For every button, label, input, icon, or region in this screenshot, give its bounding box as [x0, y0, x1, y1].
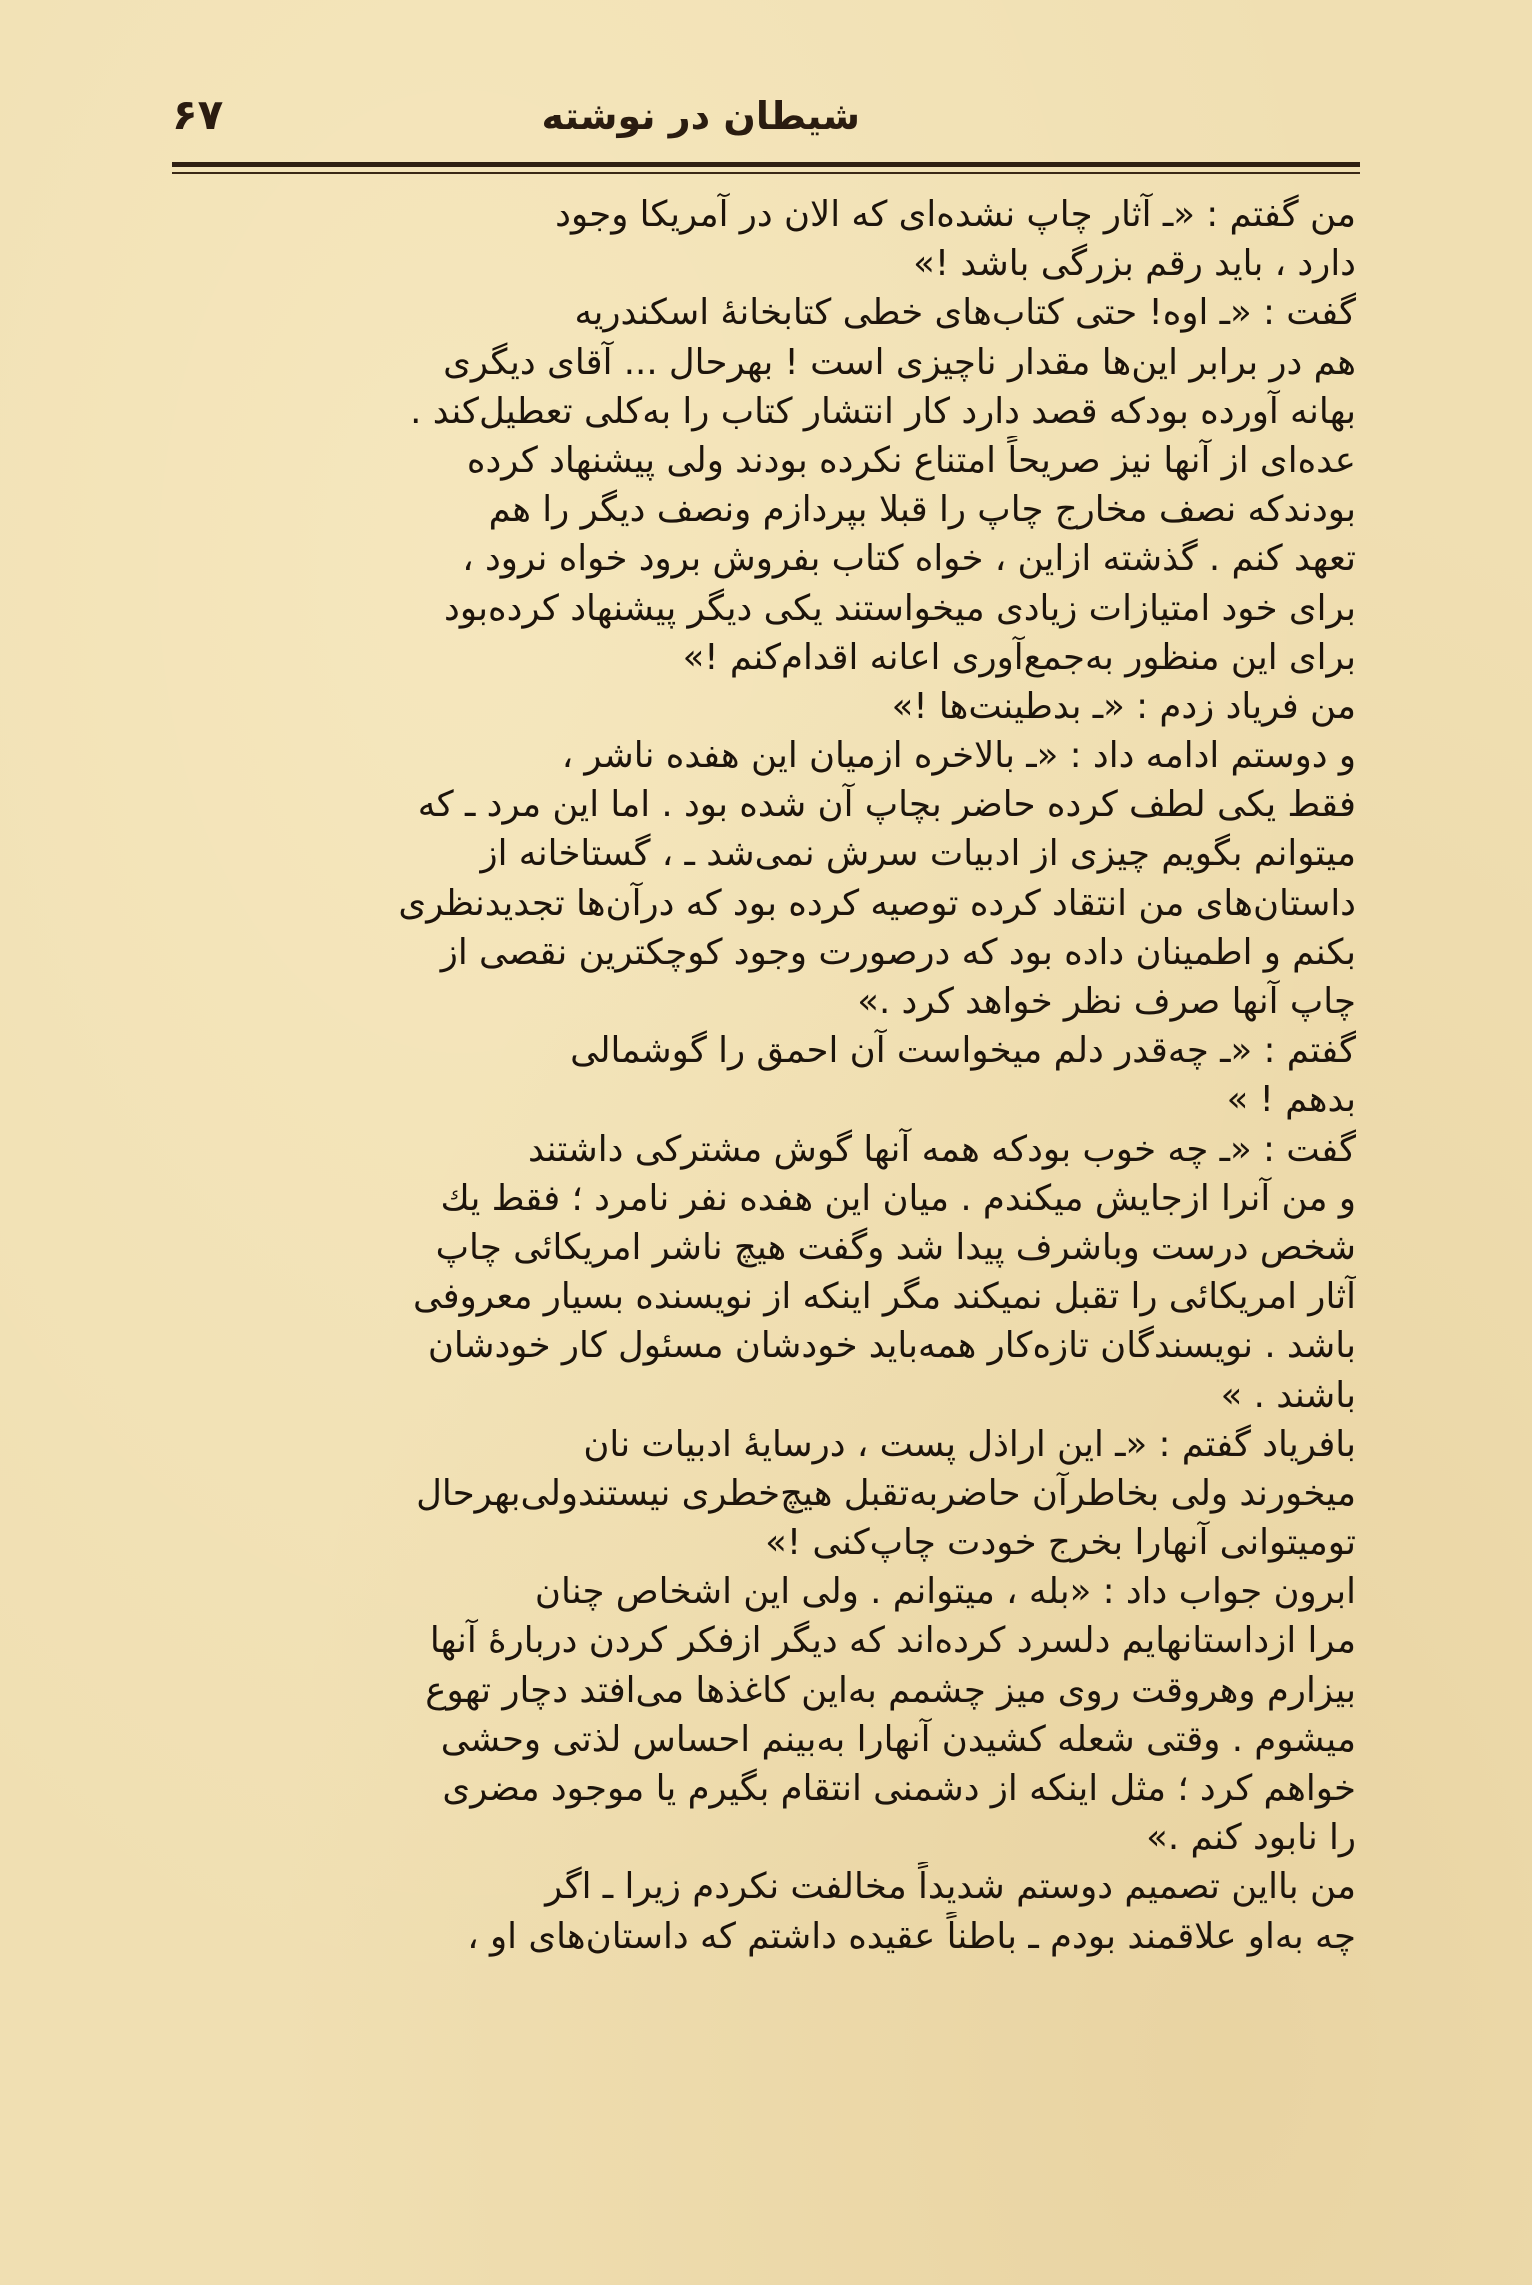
text-line: من بااین تصمیم دوستم شدیداً مخالفت نکردم زیرا ـ اگر [545, 1866, 1356, 1908]
page-number: ۶۷ [172, 90, 224, 139]
text-line: تعهد کنم . گذشته ازاین ، خواه کتاب بفروش برود خواه نرود ، [462, 538, 1356, 580]
text-line: میشوم . وقتی شعله کشیدن آنهارا به‌بینم احساس لذتی وحشی [440, 1718, 1356, 1760]
text-line: بکنم و اطمینان داده بود که درصورت وجود کوچکترین نقصی از [440, 931, 1356, 973]
text-line: خواهم کرد ؛ مثل اینکه از دشمنی انتقام بگیرم یا موجود مضری [442, 1768, 1356, 1809]
text-line: باشند . » [1220, 1374, 1356, 1416]
text-line: میخورند ولی بخاطرآن حاضربه‌تقبل هیچ‌خطری نیستندولی‌بهرحال [416, 1472, 1356, 1514]
text-line: آثار امریکائی را تقبل نمیکند مگر اینکه از نویسنده بسیار معروفی [413, 1276, 1356, 1318]
text-line: ابرون جواب داد : «بله ، میتوانم . ولی این اشخاص چنان [534, 1571, 1356, 1613]
text-line: داستان‌های من انتقاد کرده توصیه کرده بود که درآن‌ها تجدیدنظری [398, 882, 1356, 924]
text-line: باشد . نویسندگان تازه‌کار همه‌باید خودشان مسئول کار خودشان [427, 1325, 1356, 1367]
text-line: بودندکه نصف مخارج چاپ را قبلا بپردازم ونصف دیگر را هم [488, 489, 1356, 531]
running-title: شیطان در نوشته [541, 94, 860, 138]
text-line: گفتم : «ـ چه‌قدر دلم میخواست آن احمق را گوشمالی [570, 1030, 1356, 1072]
text-line: بافریاد گفتم : «ـ این اراذل پست ، درسایهٔ ادبیات نان [583, 1423, 1356, 1465]
text-line: بهانه آورده بودکه قصد دارد کار انتشار کتاب را به‌کلی تعطیل‌کند . [410, 390, 1356, 432]
page-header [172, 90, 1360, 160]
header-rule-thin [172, 172, 1360, 174]
text-line: بیزارم وهروقت روی میز چشمم به‌این کاغذها می‌افتد دچار تهوع [425, 1669, 1356, 1711]
text-line: گفت : «ـ اوه! حتی کتاب‌های خطی کتابخانهٔ اسکندریه [574, 292, 1356, 334]
text-line: عده‌ای از آنها نیز صریحاً امتناع نکرده بودند ولی پیشنهاد کرده [466, 439, 1356, 481]
text-line: میتوانم بگویم چیزی از ادبیات سرش نمی‌شد ـ ، گستاخانه از [480, 833, 1356, 875]
text-line: و دوستم ادامه داد : «ـ بالاخره ازمیان این هفده ناشر ، [561, 735, 1356, 777]
text-line: چاپ آنها صرف نظر خواهد کرد .» [857, 981, 1356, 1022]
text-line: تومیتوانی آنهارا بخرج خودت چاپ‌کنی !» [765, 1522, 1356, 1564]
text-line: گفت : «ـ چه خوب بودکه همه آنها گوش مشترکی داشتند [527, 1128, 1356, 1170]
header-rule-thick [172, 162, 1360, 167]
text-line: مرا ازداستانهایم دلسرد کرده‌اند که دیگر ازفکر کردن دربارهٔ آنها [429, 1620, 1356, 1662]
text-line: بدهم ! » [1226, 1079, 1356, 1121]
text-line: شخص درست وباشرف پیدا شد وگفت هیچ ناشر امریکائی چاپ [435, 1226, 1356, 1268]
text-line: را نابود کنم .» [1146, 1817, 1356, 1859]
text-line: چه به‌او علاقمند بودم ـ باطناً عقیده داشتم که داستان‌های او ، [467, 1915, 1356, 1957]
text-line: دارد ، باید رقم بزرگی باشد !» [913, 243, 1356, 285]
body-text [176, 190, 1356, 1961]
text-line: برای خود امتیازات زیادی میخواستند یکی دیگر پیشنهاد کرده‌بود [444, 587, 1356, 629]
text-line: من گفتم : «ـ آثار چاپ نشده‌ای که الان در آمریکا وجود [555, 194, 1356, 235]
text-line: برای این منظور به‌جمع‌آوری اعانه اقدام‌کنم !» [682, 636, 1356, 678]
text-line: و من آنرا ازجایش میکندم . میان این هفده نفر نامرد ؛ فقط یك [440, 1177, 1356, 1219]
text-line: من فریاد زدم : «ـ بدطینت‌ها !» [891, 685, 1356, 727]
text-line: هم در برابر این‌ها مقدار ناچیزی است ! بهرحال ... آقای دیگری [443, 341, 1356, 383]
text-line: فقط یکی لطف کرده حاضر بچاپ آن شده بود . اما این مرد ـ که [417, 784, 1356, 826]
